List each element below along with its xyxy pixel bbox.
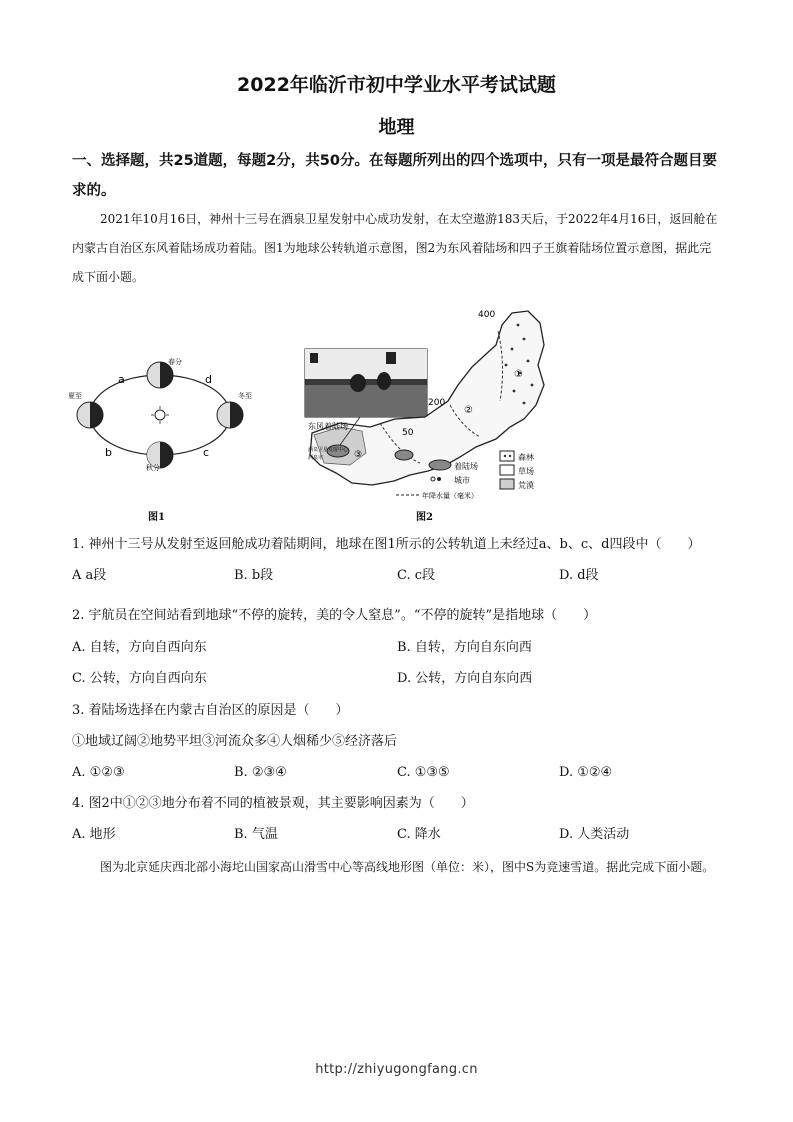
contour-400: 400 [478,310,496,320]
q2-option-d[interactable]: D. 公转，方向自东向西 [397,671,533,686]
label-winter: 冬至 [238,392,252,400]
q4-option-b[interactable]: B. 气温 [234,827,278,842]
q1-option-d[interactable]: D. d段 [559,568,599,583]
q1-option-c[interactable]: C. c段 [397,568,436,583]
q4-option-c[interactable]: C. 降水 [397,827,441,842]
question-3-statements: ①地域辽阔②地势平坦③河流众多④人烟稀少⑤经济落后 [72,734,398,749]
legend-city: 城市 [454,476,470,485]
segment-a: a [118,373,125,386]
exam-title: 2022年临沂市初中学业水平考试试题 [237,74,556,96]
q2-option-c[interactable]: C. 公转，方向自西向东 [72,671,207,686]
marker-1: ① [514,369,523,380]
figure-1-orbit-diagram [68,352,254,472]
segment-c: c [203,446,210,459]
label-jiuquan-center: 酒泉卫星发射中心 [308,447,349,453]
question-4-stem: 4. 图2中①②③地分布着不同的植被景观，其主要影响因素为（ ） [72,796,474,811]
question-2-stem: 2. 宇航员在空间站看到地球“不停的旋转，美的令人窒息”。“不停的旋转”是指地球（ ） [72,608,597,623]
legend-forest: 森林 [518,453,534,462]
segment-d: d [205,373,212,386]
section-heading: 一、选择题，共25道题，每题2分，共50分。在每题所列出的四个选项中，只有一项是最符合题目要求的。 [72,153,717,199]
q1-option-b[interactable]: B. b段 [234,568,274,583]
contour-200: 200 [428,398,446,408]
earth-summer [77,402,103,428]
legend-desert: 荒漠 [518,481,534,490]
label-summer: 夏至 [68,392,82,400]
marker-2: ② [464,405,473,416]
earth-winter [217,402,243,428]
q4-option-a[interactable]: A. 地形 [72,827,116,842]
q1-option-a[interactable]: A a段 [72,568,107,583]
contour-50: 50 [402,428,414,438]
q3-option-a[interactable]: A. ①②③ [72,765,125,780]
label-dongfeng: 东风着陆场 [308,422,348,431]
q3-option-c[interactable]: C. ①③⑤ [397,765,450,780]
intro-paragraph-1: 2021年10月16日，神州十三号在酒泉卫星发射中心成功发射，在太空遨游183天后，于2022年4月16日，返回舱在内蒙古自治区东风着陆场成功着陆。图1为地球公转轨道示意图，图2为东风着陆场和四子王旗着陆场位置示意图，据此完成下面小题。 [72,212,718,284]
legend-precip: 年降水量（毫米） [422,492,478,500]
segment-b: b [105,446,112,459]
marker-3: ③ [354,450,363,460]
intro-paragraph-2: 图为北京延庆西北部小海坨山国家高山滑雪中心等高线地形图（单位：米），图中S为竞速雪道。据此完成下面小题。 [100,860,715,874]
label-jiuquan-city: 酒泉市 [308,455,324,461]
figure-2-caption: 图2 [416,512,433,523]
question-3-stem: 3. 着陆场选择在内蒙古自治区的原因是（ ） [72,703,349,718]
legend-landing: 着陆场 [454,462,478,471]
legend-grass: 草场 [518,467,534,476]
q3-option-d[interactable]: D. ①②④ [559,765,613,780]
subject-title: 地理 [378,117,415,138]
q3-option-b[interactable]: B. ②③④ [234,765,287,780]
question-1-stem: 1. 神州十三号从发射至返回舱成功着陆期间，地球在图1所示的公转轨道上未经过a、b、c、d四段中（ ） [72,537,701,552]
q2-option-a[interactable]: A. 自转，方向自西向东 [72,640,207,655]
footer-url[interactable]: http://zhiyugongfang.cn [315,1062,478,1077]
figure-2-map [300,305,562,505]
q4-option-d[interactable]: D. 人类活动 [559,827,630,842]
q2-option-b[interactable]: B. 自转，方向自东向西 [397,640,532,655]
label-autumn: 秋分 [146,464,160,472]
label-spring: 春分 [168,358,182,366]
figure-1-caption: 图1 [148,512,165,523]
